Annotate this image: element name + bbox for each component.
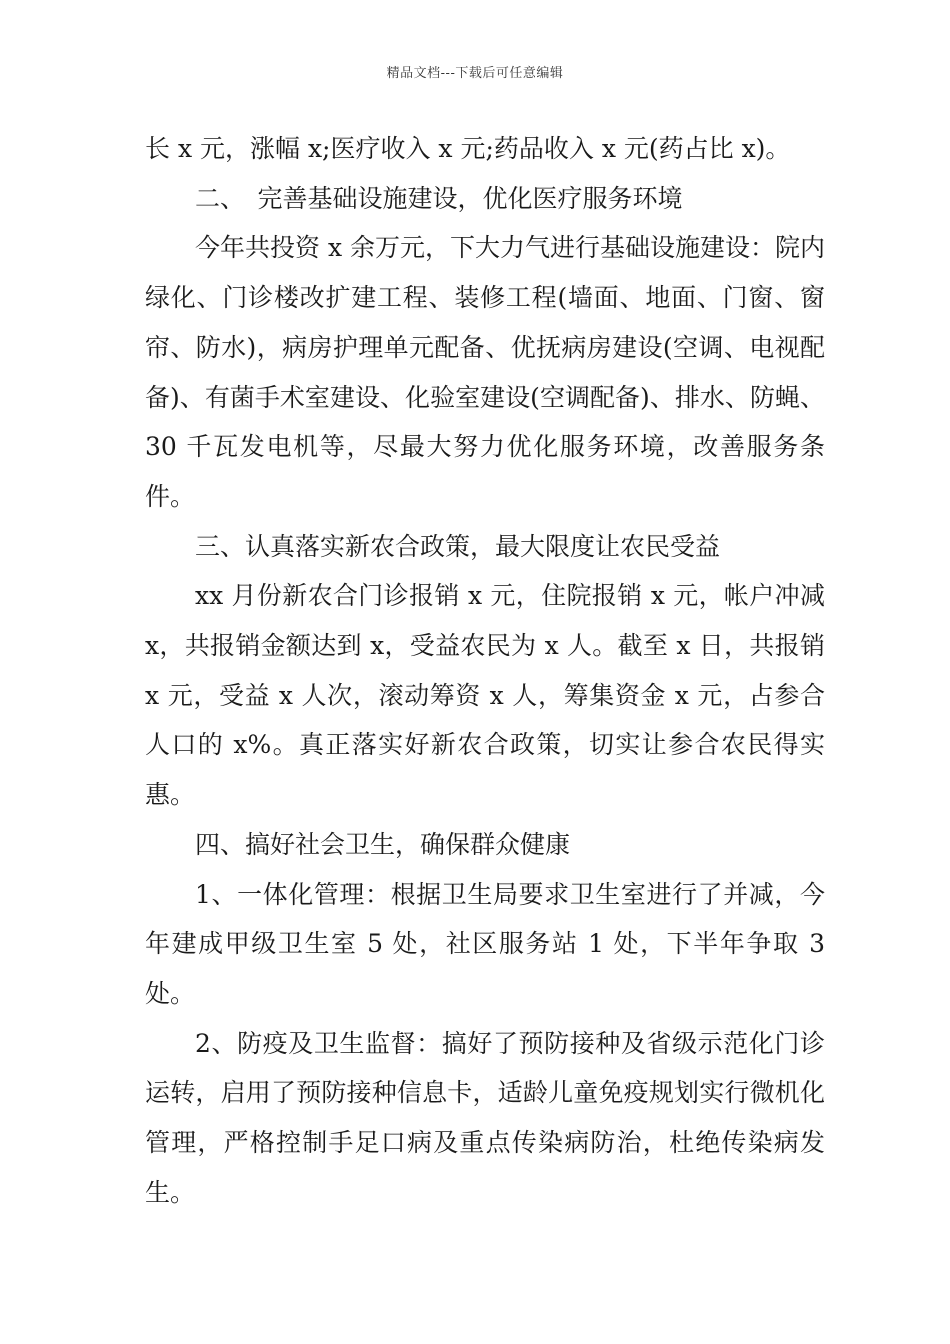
document-body — [145, 124, 825, 1217]
section-heading-3: 三、认真落实新农合政策，最大限度让农民受益 — [195, 531, 721, 561]
section-heading-4: 四、搞好社会卫生，确保群众健康 — [195, 829, 571, 859]
paragraph-infrastructure: 今年共投资 x 余万元，下大力气进行基础设施建设：院内绿化、门诊楼改扩建工程、装修工程(墙面、地面、门窗、窗帘、防水)，病房护理单元配备、优抚病房建设(空调、电视配备)、有菌手术室建设、化验室建设(空调配备)、排水、防蝇、30 千瓦发电机等，尽最大努力优化服务环境，改善服务条件。 — [145, 233, 825, 511]
paragraph-epidemic-prevention: 2、防疫及卫生监督：搞好了预防接种及省级示范化门诊运转，启用了预防接种信息卡，适龄儿童免疫规划实行微机化管理，严格控制手足口病及重点传染病防治，杜绝传染病发生。 — [145, 1028, 825, 1207]
page-header: 精品文档---下载后可任意编辑 — [386, 66, 564, 81]
section-heading-2: 二、 完善基础设施建设，优化医疗服务环境 — [195, 183, 683, 213]
paragraph-continuation: 长 x 元，涨幅 x;医疗收入 x 元;药品收入 x 元(药占比 x)。 — [145, 134, 791, 163]
paragraph-integration: 1、一体化管理：根据卫生局要求卫生室进行了并减，今年建成甲级卫生室 5 处，社区服务站 1 处，下半年争取 3 处。 — [145, 879, 825, 1008]
paragraph-ncms: xx 月份新农合门诊报销 x 元，住院报销 x 元，帐户冲减 x，共报销金额达到 x，受益农民为 x 人。截至 x 日，共报销 x 元，受益 x 人次，滚动筹资 x 人，筹集资金 x 元，占参合人口的 x%。真正落实好新农合政策，切实让参合农民得实惠。 — [145, 581, 825, 810]
